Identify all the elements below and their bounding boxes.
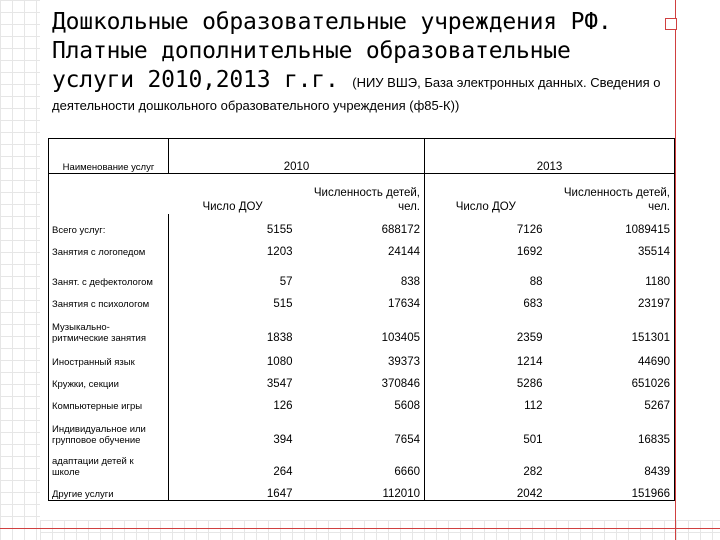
value-2013-count: 2042 xyxy=(425,478,547,500)
value-2010-count: 1647 xyxy=(169,478,297,500)
source-note-part-2: деятельности дошкольного образовательного учреждения (ф85-К)) xyxy=(52,98,460,113)
value-2013-count: 7126 xyxy=(516,224,543,236)
value-2013-count: 1214 xyxy=(516,356,543,368)
value-2013-count: 5286 xyxy=(516,378,543,390)
value-2013-children: 8439 xyxy=(547,446,675,478)
col-header-2010-count: Число ДОУ xyxy=(169,174,297,215)
value-2013-count: 112 xyxy=(524,400,543,412)
service-name: адаптации детей к школе xyxy=(49,446,169,478)
table-row xyxy=(49,344,675,368)
value-2013-children: 651026 xyxy=(547,368,675,390)
value-2013-children: 151966 xyxy=(547,478,675,500)
value-2013-children: 151301 xyxy=(547,310,675,344)
table-row xyxy=(49,288,675,310)
value-2010-count: 1080 xyxy=(266,356,293,368)
value-2010-count: 394 xyxy=(273,434,293,446)
value-2013-count: 88 xyxy=(529,276,543,288)
value-2010-count: 515 xyxy=(273,298,293,310)
title-line-2: Платные дополнительные образовательные xyxy=(52,38,571,64)
value-2013-children: 44690 xyxy=(547,344,675,368)
table-row xyxy=(49,310,675,344)
value-2010-count: 5155 xyxy=(266,224,293,236)
value-2013-children: 35514 xyxy=(547,236,675,258)
decorative-grid-bottom xyxy=(40,520,720,540)
value-2010-count: 57 xyxy=(279,276,293,288)
table-row xyxy=(49,258,675,288)
value-2013-count: 683 xyxy=(523,298,543,310)
value-2013-children: 16835 xyxy=(547,412,675,446)
decorative-red-horizontal-line xyxy=(0,528,720,529)
service-name: Компьютерные игры xyxy=(49,390,169,412)
blank-header-cell xyxy=(49,174,169,215)
value-2010-children: 24144 xyxy=(297,236,425,258)
value-2013-children: 23197 xyxy=(547,288,675,310)
table-row xyxy=(49,214,675,236)
table-row xyxy=(49,446,675,478)
value-2013-children: 1089415 xyxy=(547,214,675,236)
value-2013-count: 501 xyxy=(523,434,543,446)
table-row xyxy=(49,412,675,446)
service-name: Музыкально-ритмические занятия xyxy=(49,310,169,344)
value-2013-count: 1692 xyxy=(516,246,543,258)
value-2013-children: 5267 xyxy=(547,390,675,412)
slide-title xyxy=(52,8,672,115)
value-2010-count: 3547 xyxy=(266,378,293,390)
col-header-2013-count: Число ДОУ xyxy=(425,174,547,215)
service-name: Занятия с логопедом xyxy=(49,236,169,258)
service-name: Индивидуальное или групповое обучение xyxy=(49,412,169,446)
value-2010-children: 688172 xyxy=(297,214,425,236)
year-header-2010: 2010 xyxy=(169,139,425,174)
decorative-red-vertical-line xyxy=(675,0,676,540)
table-row xyxy=(49,478,675,500)
value-2010-count: 1838 xyxy=(266,332,293,344)
value-2010-children: 6660 xyxy=(297,446,425,478)
title-line-3: услуги 2010,2013 г.г. xyxy=(52,67,339,93)
value-2010-count: 264 xyxy=(273,466,293,478)
value-2010-children: 370846 xyxy=(297,368,425,390)
service-name: Кружки, секции xyxy=(49,368,169,390)
year-header-2013: 2013 xyxy=(425,139,675,174)
col-header-2013-children: Численность детей, чел. xyxy=(547,174,675,215)
service-header: Наименование услуг xyxy=(49,139,169,174)
table-row xyxy=(49,390,675,412)
table-row xyxy=(49,368,675,390)
value-2013-children: 1180 xyxy=(547,258,675,288)
value-2010-children: 5608 xyxy=(297,390,425,412)
value-2013-count: 2359 xyxy=(516,332,543,344)
value-2010-children: 112010 xyxy=(297,478,425,500)
value-2010-children: 39373 xyxy=(297,344,425,368)
value-2010-children: 7654 xyxy=(297,412,425,446)
service-name: Иностранный язык xyxy=(49,344,169,368)
value-2010-children: 17634 xyxy=(297,288,425,310)
service-name: Всего услуг: xyxy=(49,214,169,236)
value-2010-count: 1203 xyxy=(266,246,293,258)
title-line-1: Дошкольные образовательные учреждения РФ. xyxy=(52,9,612,35)
value-2013-count: 282 xyxy=(523,466,543,478)
value-2010-children: 838 xyxy=(297,258,425,288)
col-header-2010-children: Численность детей, чел. xyxy=(297,174,425,215)
value-2010-children: 103405 xyxy=(297,310,425,344)
header-row-years xyxy=(49,139,675,174)
value-2010-count: 126 xyxy=(273,400,293,412)
service-name: Занятия с психологом xyxy=(49,288,169,310)
decorative-grid-left xyxy=(0,0,40,540)
source-note-part-1: (НИУ ВШЭ, База электронных данных. Сведения о xyxy=(352,75,661,90)
header-row-columns xyxy=(49,174,675,215)
services-table xyxy=(48,138,675,501)
service-name: Другие услуги xyxy=(49,478,169,500)
table-row xyxy=(49,236,675,258)
service-name: Занят. с дефектологом xyxy=(49,258,169,288)
